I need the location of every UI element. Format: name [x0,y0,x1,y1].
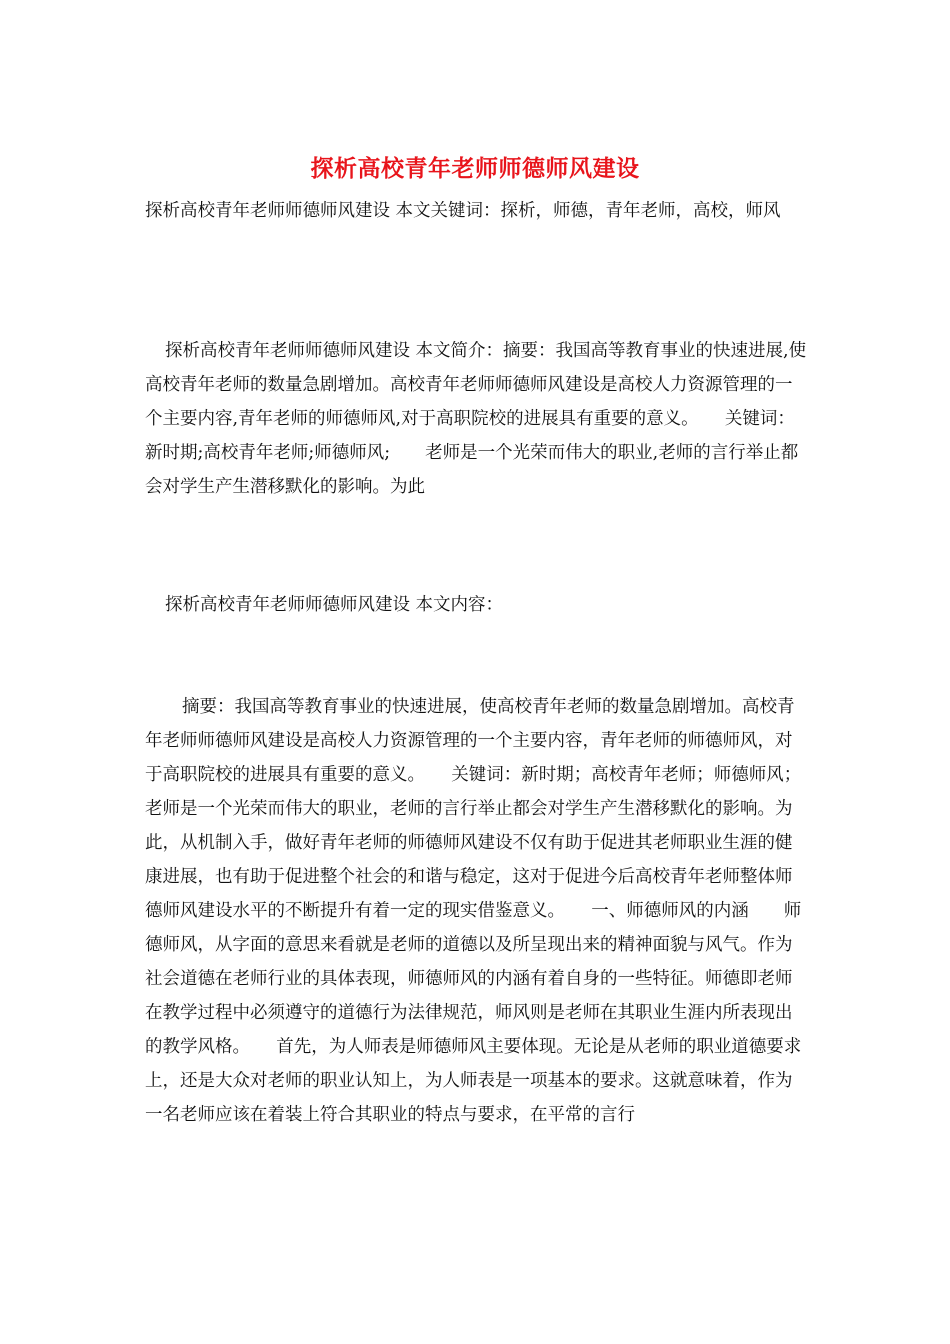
document-title: 探析高校青年老师师德师风建设 [310,155,640,182]
keywords-line: 探析高校青年老师师德师风建设 本文关键词：探析，师德，青年老师，高校，师风 [145,201,781,221]
content-heading: 探析高校青年老师师德师风建设 本文内容： [165,595,504,615]
intro-paragraph: 探析高校青年老师师德师风建设 本文简介：摘要：我国高等教育事业的快速进展,使高校青年老师的数量急剧增加。高校青年老师师德师风建设是高校人力资源管理的一个主要内容,青年老师的师德师风,对于高职院校的进展具有重要的意义。 关键词：新时期;高校青年老师;师德师风; 老师是一个光荣而伟大的职业,老师的言行举止都会对学生产生潜移默化的影响。为此 [145,341,807,497]
abstract-paragraph: 摘要：我国高等教育事业的快速进展，使高校青年老师的数量急剧增加。高校青年老师师德师风建设是高校人力资源管理的一个主要内容，青年老师的师德师风，对于高职院校的进展具有重要的意义。 关键词：新时期；高校青年老师；师德师风； 老师是一个光荣而伟大的职业，老师的言行举止都会对学生产生潜移默化的影响。为此，从机制入手，做好青年老师的师德师风建设不仅有助于促进其老师职业生涯的健康进展，也有助于促进整个社会的和谐与稳定，这对于促进今后高校青年老师整体师德师风建设水平的不断提升有着一定的现实借鉴意义。 一、师德师风的内涵 师德师风，从字面的意思来看就是老师的道德以及所呈现出来的精神面貌与风气。作为社会道德在老师行业的具体表现，师德师风的内涵有着自身的一些特征。师德即老师在教学过程中必须遵守的道德行为法律规范，师风则是老师在其职业生涯内所表现出的教学风格。 首先，为人师表是师德师风主要体现。无论是从老师的职业道德要求上，还是大众对老师的职业认知上，为人师表是一项基本的要求。这就意味着，作为一名老师应该在着装上符合其职业的特点与要求，在平常的言行 [145,697,828,1125]
